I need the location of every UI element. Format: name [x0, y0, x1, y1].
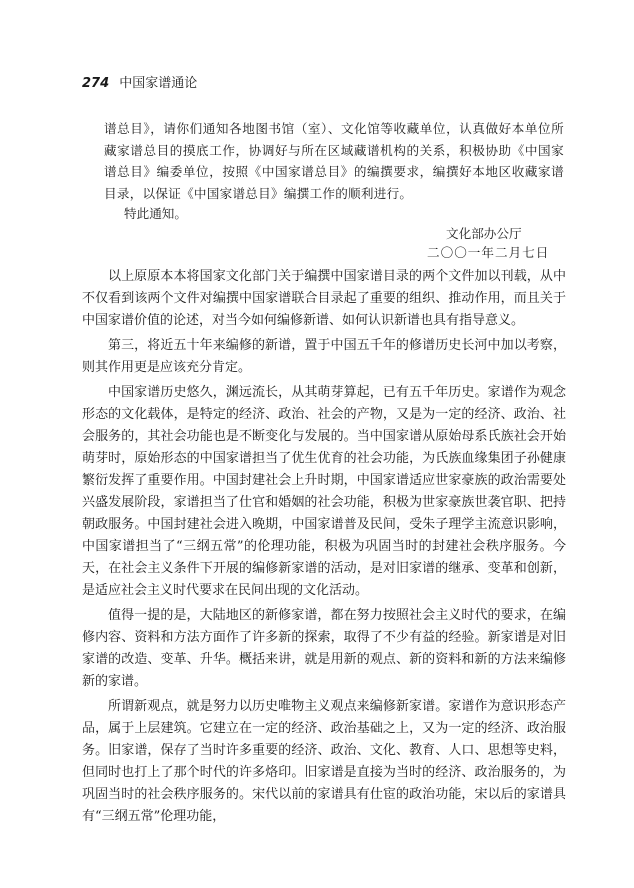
- quoted-notice: [104, 118, 564, 204]
- paragraph: 中国家谱历史悠久，渊远流长，从其萌芽算起，已有五千年历史。家谱作为观念形态的文化载体，是特定的经济、政治、社会的产物，又是为一定的经济、政治、社会服务的，其社会功能也是不断变化与发展的。当中国家谱从原始母系氏族社会开始萌芽时，原始形态的中国家谱担当了优生优育的社会功能，为氏族血缘集团子孙健康繁衍发挥了重要作用。中国封建社会上升时期，中国家谱适应世家豪族的政治需要处兴盛发展阶段，家谱担当了仕官和婚姻的社会功能，积极为世家豪族世袭官职、把持朝政服务。中国封建社会进入晚期，中国家谱普及民间，受朱子理学主流意识影响，中国家谱担当了“三纲五常”的伦理功能，积极为巩固当时的封建社会秩序服务。今天，在社会主义条件下开展的编修新家谱的活动，是对旧家谱的继承、变革和创新，是适应社会主义时代要求在民间出现的文化活动。: [82, 385, 566, 598]
- running-header: [82, 76, 197, 92]
- paragraph: 所谓新观点，就是努力以历史唯物主义观点来编修新家谱。家谱作为意识形态产品，属于上层建筑。它建立在一定的经济、政治基础之上，又为一定的经济、政治服务。旧家谱，保存了当时许多重要的经济、政治、文化、教育、人口、思想等史料，但同时也打上了那个时代的许多烙印。旧家谱是直接为当时的经济、政治服务的，为巩固当时的社会秩序服务的。宋代以前的家谱具有仕宦的政治功能，宋以后的家谱具有“三纲五常”伦理功能，: [82, 699, 566, 824]
- book-title: 中国家谱通论: [119, 76, 198, 91]
- paragraph: 第三，将近五十年来编修的新谱，置于中国五千年的修谱历史长河中加以考察，则其作用更是应该充分肯定。: [82, 338, 566, 375]
- page-number: 274: [82, 76, 110, 91]
- signature-organization: 文化部办公厅: [446, 226, 522, 241]
- signature-date: 二〇〇一年二月七日: [427, 245, 550, 260]
- paragraph: 以上原原本本将国家文化部门关于编撰中国家谱目录的两个文件加以刊载，从中不仅看到该两个文件对编撰中国家谱联合目录起了重要的组织、推动作用，而且关于中国家谱价值的论述，对当今如何编修新谱、如何认识新谱也具有指导意义。: [82, 269, 566, 328]
- paragraph: 值得一提的是，大陆地区的新修家谱，都在努力按照社会主义时代的要求，在编修内容、资料和方法方面作了许多新的探索，取得了不少有益的经验。新家谱是对旧家谱的改造、变革、升华。概括来讲，就是用新的观点、新的资料和新的方法来编修新的家谱。: [82, 608, 566, 689]
- body-text: [82, 266, 566, 831]
- quoted-notice-text: 谱总目》，请你们通知各地图书馆（室）、文化馆等收藏单位，认真做好本单位所藏家谱总目的摸底工作，协调好与所在区域藏谱机构的关系，积极协助《中国家谱总目》编委单位，按照《中国家谱总目》的编撰要求，编撰好本地区收藏家谱目录，以保证《中国家谱总目》编撰工作的顺利进行。: [104, 121, 564, 201]
- notice-closing: 特此通知。: [124, 206, 187, 221]
